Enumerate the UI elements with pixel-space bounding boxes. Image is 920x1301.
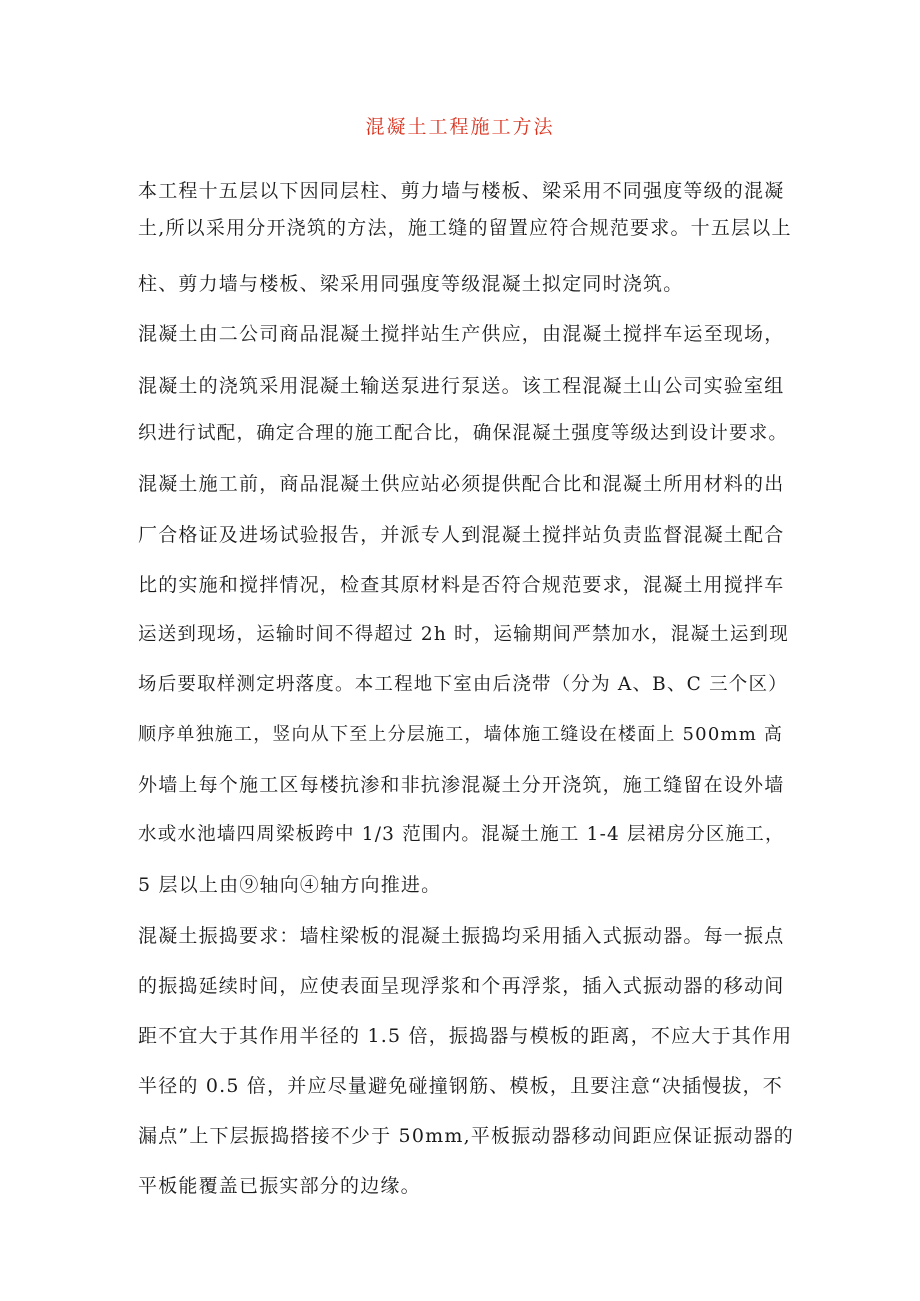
text-line: 土,所以采用分开浇筑的方法，施工缝的留置应符合规范要求。十五层以上: [138, 217, 792, 239]
text-line: 平板能覆盖已振实部分的边缘。: [138, 1175, 421, 1197]
document-title: 混凝土工程施工方法: [365, 116, 555, 138]
text-line: 本工程十五层以下因同层柱、剪力墙与楼板、梁采用不同强度等级的混凝: [138, 180, 785, 202]
text-line: 比的实施和搅拌情况，检查其原材料是否符合规范要求，混凝土用搅拌车: [138, 574, 785, 596]
text-line: 距不宜大于其作用半径的 1.5 倍，振捣器与模板的距离，不应大于其作用: [138, 1025, 793, 1047]
text-line: 半径的 0.5 倍，并应尽量避免碰撞钢筋、模板，且要注意“决插慢拔，不: [138, 1075, 784, 1097]
text-line: 混凝土振捣要求：墙柱梁板的混凝土振捣均采用插入式振动器。每一振点: [138, 925, 785, 947]
text-line: 漏点”上下层振捣搭接不少于 50mm,平板振动器移动间距应保证振动器的: [138, 1125, 795, 1147]
text-line: 水或水池墙四周梁板跨中 1/3 范围内。混凝土施工 1-4 层裙房分区施工，: [138, 824, 785, 845]
text-line: 顺序单独施工，竖向从下至上分层施工，墙体施工缝设在楼面上 500mm 高: [138, 724, 784, 745]
text-line: 厂合格证及进场试验报告，并派专人到混凝土搅拌站负责监督混凝土配合: [138, 524, 785, 546]
text-line: 织进行试配，确定合理的施工配合比，确保混凝土强度等级达到设计要求。: [138, 423, 789, 444]
text-line: 场后要取样测定坍落度。本工程地下室由后浇带（分为 A、B、C 三个区）: [138, 674, 788, 695]
text-line: 5 层以上由⑨轴向④轴方向推进。: [138, 874, 442, 896]
text-line: 混凝土的浇筑采用混凝土输送泵进行泵送。该工程混凝土山公司实验室组: [138, 375, 785, 397]
text-line: 混凝土由二公司商品混凝土搅拌站生产供应，由混凝土搅拌车运至现场，: [138, 323, 785, 345]
text-line: 柱、剪力墙与楼板、梁采用同强度等级混凝土拟定同时浇筑。: [138, 273, 684, 295]
text-line: 混凝土施工前，商品混凝土供应站必须提供配合比和混凝土所用材料的出: [138, 473, 785, 495]
text-line: 外墙上每个施工区每楼抗渗和非抗渗混凝土分开浇筑，施工缝留在设外墙: [138, 774, 785, 796]
text-line: 的振捣延续时间，应使表面呈现浮浆和个再浮浆，插入式振动器的移动间: [138, 975, 785, 997]
text-line: 运送到现场，运输时间不得超过 2h 时，运输期间严禁加水，混凝土运到现: [138, 624, 789, 645]
